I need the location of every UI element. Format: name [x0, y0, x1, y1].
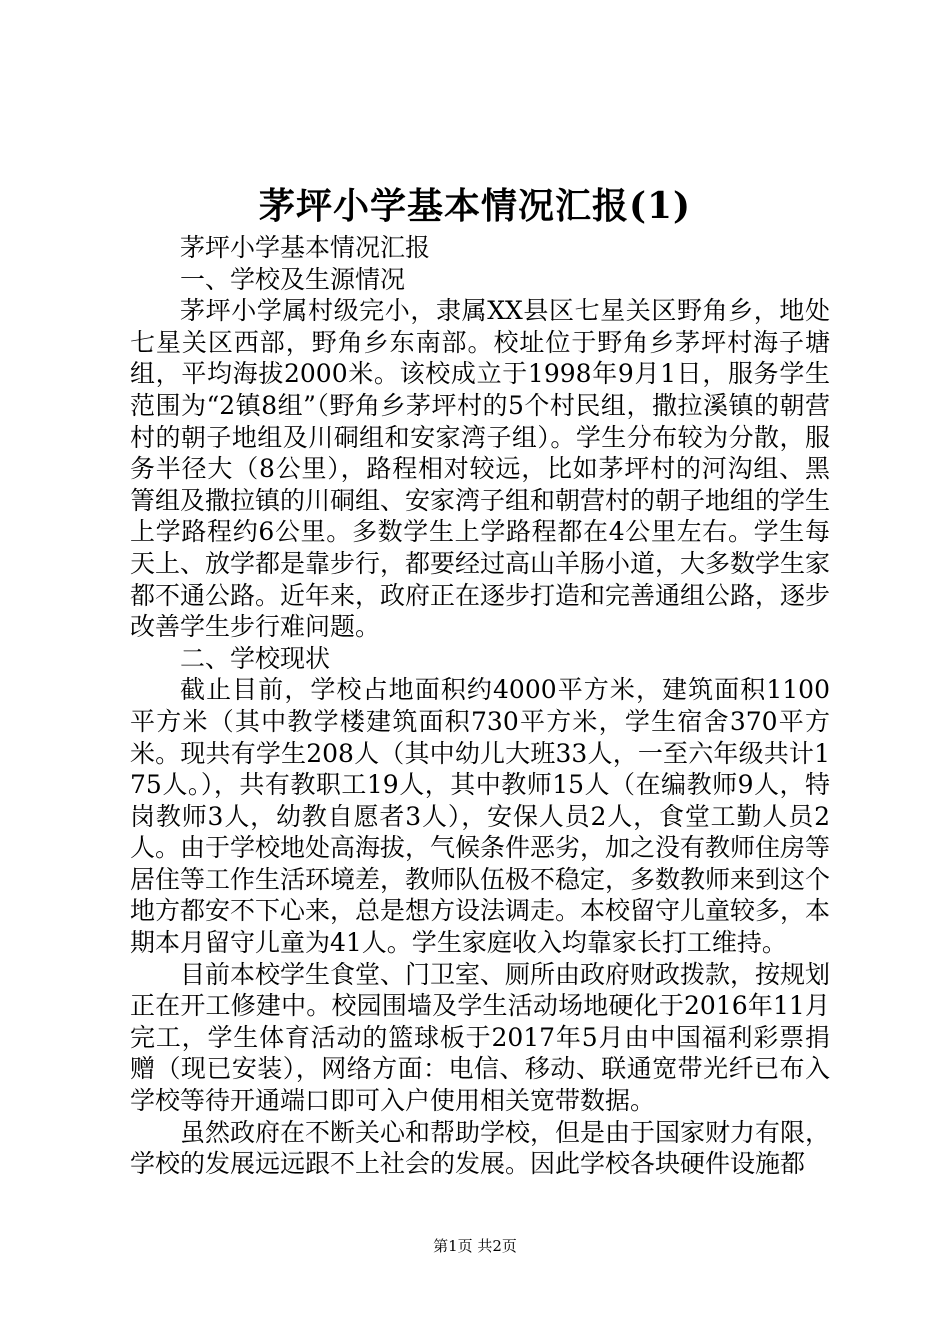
body-paragraph-2: 截止目前，学校占地面积约4000平方米，建筑面积1100平方米（其中教学楼建筑面积730平方米，学生宿舍370平方米。现共有学生208人（其中幼儿大班33人，一至六年级共计175人。），共有教职工19人，其中教师15人（在编教师9人，特岗教师3人，幼教自愿者3人），安保人员2人，食堂工勤人员2人。由于学校地处高海拔，气候条件恶劣，加之没有教师住房等居住等工作生活环境差，教师队伍极不稳定，多数教师来到这个地方都安不下心来，总是想方设法调走。本校留守儿童较多，本期本月留守儿童为41人。学生家庭收入均靠家长打工维持。: [130, 675, 831, 958]
section-heading-2: 二、学校现状: [180, 643, 331, 673]
page-number-footer: 第1页 共2页: [433, 1237, 517, 1255]
subtitle-paragraph: 茅坪小学基本情况汇报: [180, 233, 431, 262]
body-paragraph-4: 虽然政府在不断关心和帮助学校，但是由于国家财力有限，学校的发展远远跟不上社会的发展。因此学校各块硬件设施都: [130, 1117, 831, 1179]
section-heading-1: 一、学校及生源情况: [180, 264, 406, 294]
document-title: 茅坪小学基本情况汇报(1): [258, 185, 692, 227]
document-body: [130, 232, 830, 1180]
body-paragraph-3: 目前本校学生食堂、门卫室、厕所由政府财政拨款，按规划正在开工修建中。校园围墙及学生活动场地硬化于2016年11月完工，学生体育活动的篮球板于2017年5月由中国福利彩票捐赠（现已安装），网络方面：电信、移动、联通宽带光纤已布入学校等待开通端口即可入户使用相关宽带数据。: [130, 959, 831, 1116]
body-paragraph-1: 茅坪小学属村级完小，隶属XX县区七星关区野角乡，地处七星关区西部，野角乡东南部。校址位于野角乡茅坪村海子塘组，平均海拔2000米。该校成立于1998年9月1日，服务学生范围为“2镇8组”（野角乡茅坪村的5个村民组，撒拉溪镇的朝营村的朝子地组及川硐组和安家湾子组）。学生分布较为分散，服务半径大（8公里），路程相对较远，比如茅坪村的河沟组、黑箐组及撒拉镇的川硐组、安家湾子组和朝营村的朝子地组的学生上学路程约6公里。多数学生上学路程都在4公里左右。学生每天上、放学都是靠步行，都要经过高山羊肠小道，大多数学生家都不通公路。近年来，政府正在逐步打造和完善通组公路，逐步改善学生步行难问题。: [130, 296, 831, 642]
